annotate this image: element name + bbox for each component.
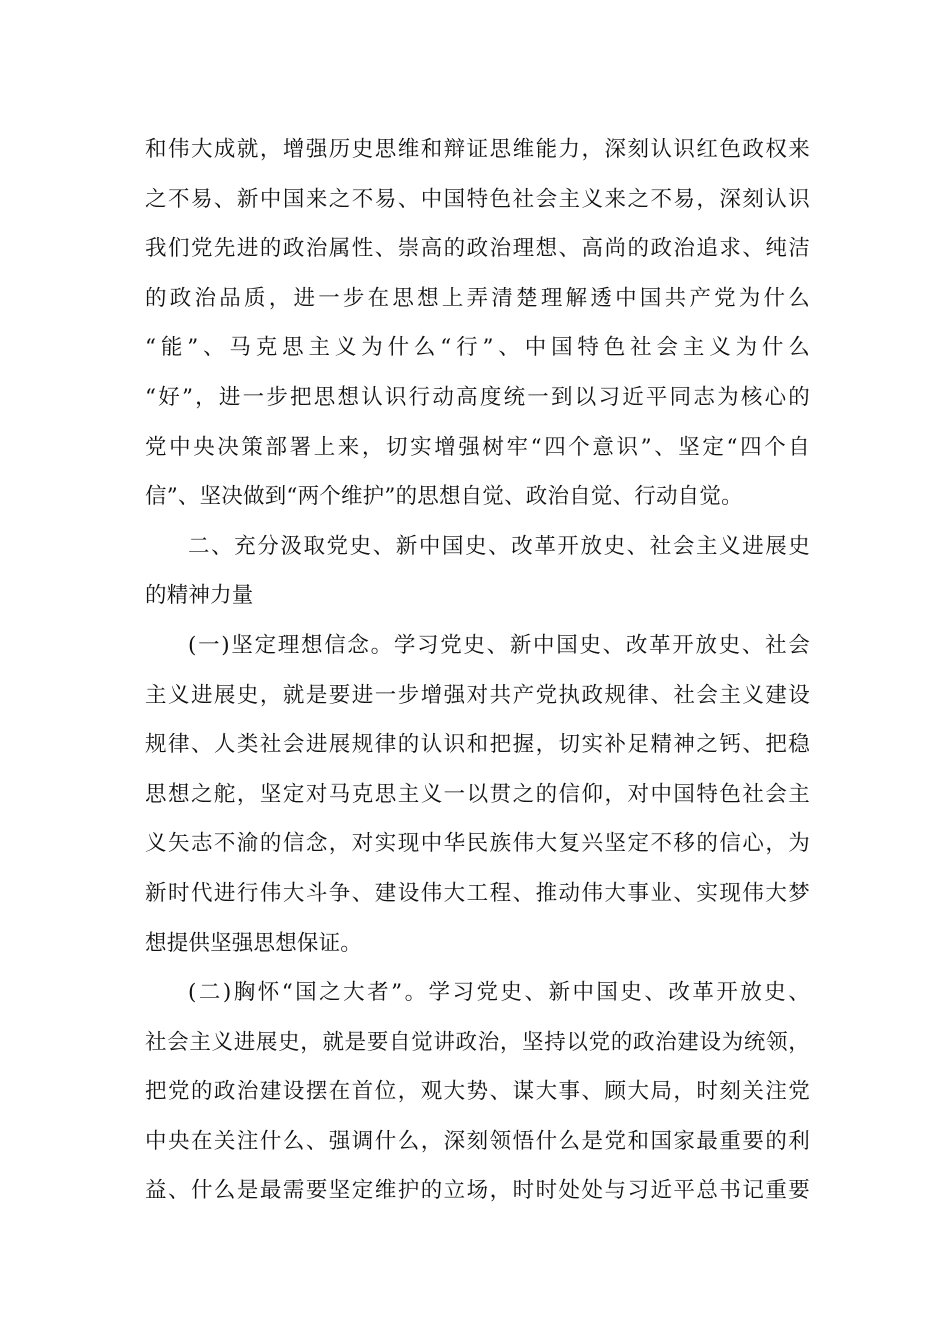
text-line: 中央在关注什么、强调什么，深刻领悟什么是党和国家最重要的利 bbox=[145, 1128, 810, 1154]
text-line: 信”、坚决做到“两个维护”的思想自觉、政治自觉、行动自觉。 bbox=[145, 484, 743, 510]
text-line: 党中央决策部署上来，切实增强树牢“四个意识”、坚定“四个自 bbox=[145, 434, 810, 460]
section-heading-line: 二、充分汲取党史、新中国史、改革开放史、社会主义进展史 bbox=[188, 533, 810, 559]
document-body bbox=[145, 125, 810, 1216]
text-line: “好”，进一步把思想认识行动高度统一到以习近平同志为核心的 bbox=[145, 384, 810, 410]
text-line: 思想之舵，坚定对马克思主义一以贯之的信仰，对中国特色社会主 bbox=[145, 781, 810, 807]
text-line: (二)胸怀“国之大者”。学习党史、新中国史、改革开放史、 bbox=[188, 980, 810, 1006]
text-line: 把党的政治建设摆在首位，观大势、谋大事、顾大局，时刻关注党 bbox=[145, 1079, 810, 1105]
text-line: “能”、马克思主义为什么“行”、中国特色社会主义为什么 bbox=[145, 335, 810, 361]
text-line: 新时代进行伟大斗争、建设伟大工程、推动伟大事业、实现伟大梦 bbox=[145, 880, 810, 906]
text-line: 想提供坚强思想保证。 bbox=[145, 930, 363, 956]
text-line: 的政治品质，进一步在思想上弄清楚理解透中国共产党为什么 bbox=[145, 285, 810, 311]
text-line: 主义进展史，就是要进一步增强对共产党执政规律、社会主义建设 bbox=[145, 682, 810, 708]
text-line: 我们党先进的政治属性、崇高的政治理想、高尚的政治追求、纯洁 bbox=[145, 236, 810, 262]
text-line: 之不易、新中国来之不易、中国特色社会主义来之不易，深刻认识 bbox=[145, 186, 810, 212]
section-heading-line: 的精神力量 bbox=[145, 583, 254, 609]
text-line: 益、什么是最需要坚定维护的立场，时时处处与习近平总书记重要 bbox=[145, 1178, 810, 1204]
text-line: 和伟大成就，增强历史思维和辩证思维能力，深刻认识红色政权来 bbox=[145, 137, 810, 162]
text-line: 义矢志不渝的信念，对实现中华民族伟大复兴坚定不移的信心，为 bbox=[145, 831, 810, 857]
text-line: (一)坚定理想信念。学习党史、新中国史、改革开放史、社会 bbox=[188, 632, 810, 658]
text-line: 社会主义进展史，就是要自觉讲政治，坚持以党的政治建设为统领， bbox=[145, 1029, 810, 1055]
text-line: 规律、人类社会进展规律的认识和把握，切实补足精神之钙、把稳 bbox=[145, 732, 810, 758]
